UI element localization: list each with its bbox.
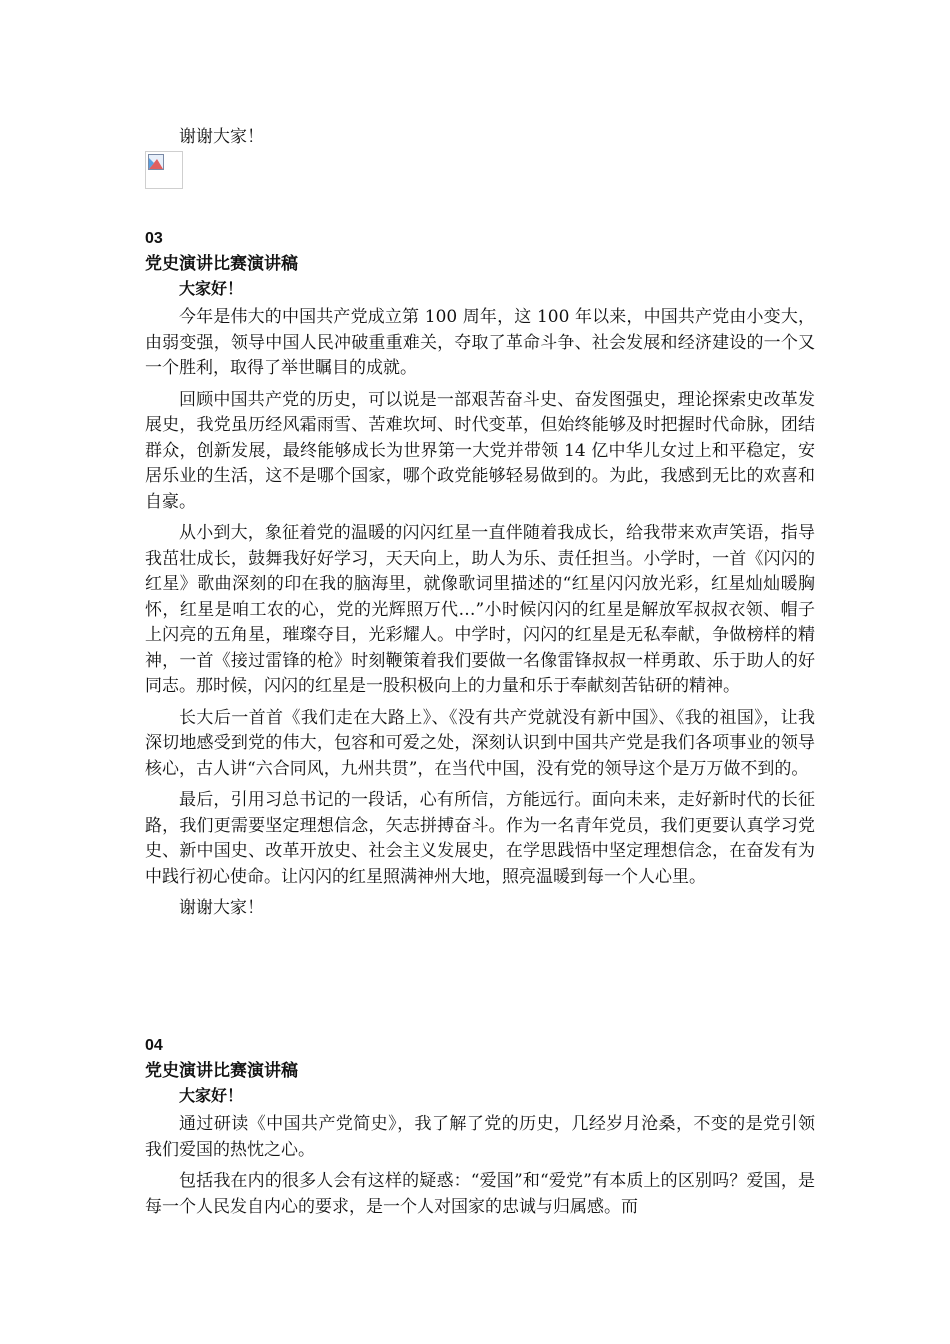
paragraph: 长大后一首首《我们走在大路上》、《没有共产党就没有新中国》、《我的祖国》，让我深切地感受到党的伟大，包容和可爱之处，深刻认识到中国共产党是我们各项事业的领导核心，古人讲“六合同风，九州共贯”，在当代中国，没有党的领导这个是万万做不到的。	[145, 707, 815, 779]
section-title: 党史演讲比赛演讲稿	[145, 254, 298, 274]
broken-image-icon	[148, 154, 164, 170]
paragraph: 包括我在内的很多人会有这样的疑惑：“爱国”和“爱党”有本质上的区别吗？爱国，是每一个人民发自内心的要求，是一个人对国家的忠诚与归属感。而	[145, 1171, 815, 1217]
section-title: 党史演讲比赛演讲稿	[145, 1061, 298, 1081]
paragraph: 今年是伟大的中国共产党成立第 100 周年，这 100 年以来，中国共产党由小变大，由弱变强，领导中国人民冲破重重难关，夺取了革命斗争、社会发展和经济建设的一个又一个胜利，取得了举世瞩目的成就。	[145, 307, 815, 378]
section-number: 03	[145, 230, 163, 247]
section-03	[145, 226, 815, 922]
image-placeholder	[145, 151, 183, 189]
closing-thanks: 谢谢大家！	[179, 898, 264, 918]
greeting: 大家好！	[179, 279, 244, 298]
paragraph: 回顾中国共产党的历史，可以说是一部艰苦奋斗史、奋发图强史，理论探索史改革发展史，我党虽历经风霜雨雪、苦难坎坷、时代变革，但始终能够及时把握时代命脉，团结群众，创新发展，最终能够成长为世界第一大党并带领 14 亿中华儿女过上和平稳定，安居乐业的生活，这不是哪个国家，哪个政党能够轻易做到的。为此，我感到无比的欢喜和自豪。	[145, 389, 815, 512]
paragraph: 通过研读《中国共产党简史》，我了解了党的历史，几经岁月沧桑，不变的是党引领我们爱国的热忱之心。	[145, 1114, 815, 1160]
section-number: 04	[145, 1037, 163, 1054]
paragraph: 从小到大，象征着党的温暖的闪闪红星一直伴随着我成长，给我带来欢声笑语，指导我茁壮成长，鼓舞我好好学习，天天向上，助人为乐、责任担当。小学时，一首《闪闪的红星》歌曲深刻的印在我的脑海里，就像歌词里描述的“红星闪闪放光彩，红星灿灿暖胸怀，红星是咱工农的心，党的光辉照万代…”小时候闪闪的红星是解放军叔叔衣领、帽子上闪亮的五角星，璀璨夺目，光彩耀人。中学时，闪闪的红星是无私奉献，争做榜样的精神，一首《接过雷锋的枪》时刻鞭策着我们要做一名像雷锋叔叔一样勇敢、乐于助人的好同志。那时候，闪闪的红星是一股积极向上的力量和乐于奉献刻苦钻研的精神。	[145, 523, 815, 696]
section-04	[145, 1033, 815, 1226]
paragraph: 最后，引用习总书记的一段话，心有所信，方能远行。面向未来，走好新时代的长征路，我们更需要坚定理想信念，矢志拼搏奋斗。作为一名青年党员，我们更要认真学习党史、新中国史、改革开放史、社会主义发展史，在学思践悟中坚定理想信念，在奋发有为中践行初心使命。让闪闪的红星照满神州大地，照亮温暖到每一个人心里。	[145, 790, 815, 887]
closing-thanks: 谢谢大家！	[179, 127, 264, 147]
greeting: 大家好！	[179, 1086, 244, 1105]
